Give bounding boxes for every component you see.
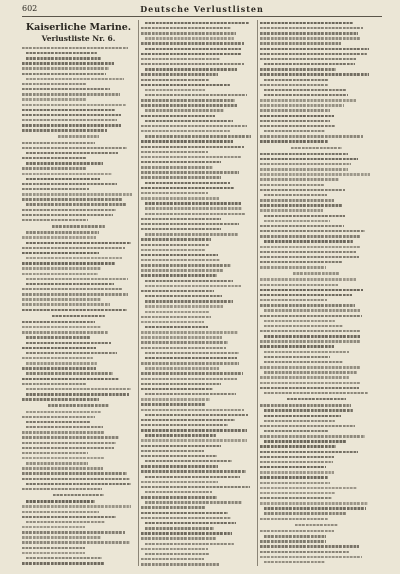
text-line [260, 339, 373, 344]
text-line [141, 170, 254, 175]
text-line [260, 264, 373, 269]
text-line [260, 233, 373, 238]
column-right [260, 20, 373, 566]
running-head: Deutsche Verlustlisten [140, 4, 264, 14]
text-line [260, 500, 373, 505]
text-line [22, 396, 135, 401]
text-line [260, 506, 373, 511]
section-divider [260, 271, 373, 276]
text-line [141, 427, 254, 432]
text-line [260, 172, 373, 177]
text-line [141, 329, 254, 334]
column-left [22, 20, 135, 566]
text-line [22, 486, 135, 491]
text-line [260, 333, 373, 338]
section-divider [22, 492, 135, 497]
section-divider [260, 522, 373, 527]
page-number: 602 [22, 4, 38, 13]
text-line [141, 200, 254, 205]
column-subtitle: Verlustliste Nr. 6. [41, 34, 116, 43]
text-line [22, 565, 135, 566]
text-line [22, 291, 135, 296]
text-line [260, 35, 373, 40]
text-line [22, 307, 135, 312]
text-line [22, 91, 135, 96]
page-header [22, 4, 382, 17]
text-line [22, 217, 135, 222]
column-middle [141, 20, 254, 566]
text-line [260, 308, 373, 313]
text-line [260, 390, 373, 395]
text-line [22, 504, 135, 509]
section-divider [260, 145, 373, 150]
column-body [22, 45, 135, 566]
text-line [260, 97, 373, 102]
text-line [141, 500, 254, 505]
text-line [22, 128, 135, 133]
columns [22, 20, 382, 566]
section-divider [22, 403, 135, 408]
column-body [141, 20, 254, 566]
text-line [22, 191, 135, 196]
section-divider [260, 396, 373, 401]
text-line [260, 516, 373, 521]
text-line [260, 139, 373, 144]
text-line [22, 122, 135, 127]
text-line [260, 72, 373, 77]
column-rule [257, 20, 258, 566]
text-line [260, 369, 373, 374]
text-line [260, 433, 373, 438]
column-body [260, 20, 373, 566]
section-divider [22, 134, 135, 139]
column-rule [138, 20, 139, 566]
text-line [141, 133, 254, 138]
text-line [22, 197, 135, 202]
text-line [22, 435, 135, 440]
section-divider [22, 313, 135, 318]
text-line [141, 231, 254, 236]
text-line [260, 133, 373, 138]
section-divider [22, 223, 135, 228]
column-title: Kaiserliche Marine. [25, 22, 132, 33]
text-line [141, 561, 254, 566]
text-line [22, 529, 135, 534]
text-line [260, 564, 373, 566]
text-line [141, 469, 254, 474]
